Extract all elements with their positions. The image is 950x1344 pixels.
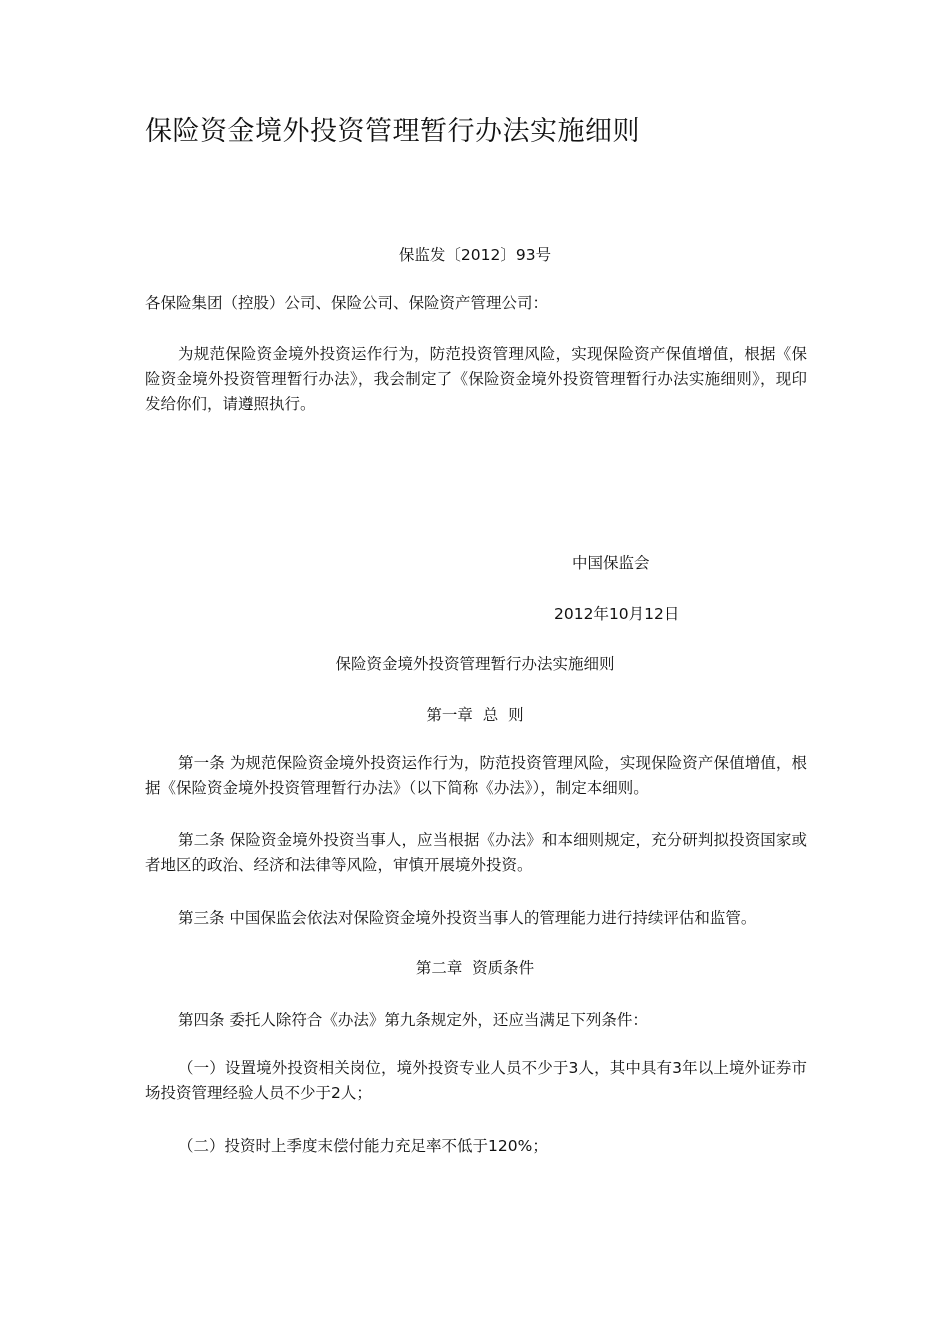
article-paragraph: 第一条 为规范保险资金境外投资运作行为，防范投资管理风险，实现保险资产保值增值，根据《保险资金境外投资管理暂行办法》（以下简称《办法》），制定本细则。 xyxy=(145,754,807,797)
chapter-heading: 第一章 总 则 xyxy=(426,706,524,724)
document-title: 保险资金境外投资管理暂行办法实施细则 xyxy=(145,116,640,147)
document-subtitle: 保险资金境外投资管理暂行办法实施细则 xyxy=(335,655,615,673)
document-number: 保监发〔2012〕93号 xyxy=(398,246,552,264)
article-paragraph: 第四条 委托人除符合《办法》第九条规定外，还应当满足下列条件： xyxy=(178,1011,648,1029)
article-paragraph: 第三条 中国保监会依法对保险资金境外投资当事人的管理能力进行持续评估和监管。 xyxy=(178,909,757,927)
article-paragraph: 第二条 保险资金境外投资当事人，应当根据《办法》和本细则规定，充分研判拟投资国家或者地区的政治、经济和法律等风险，审慎开展境外投资。 xyxy=(145,831,807,874)
chapter-heading: 第二章 资质条件 xyxy=(415,959,535,977)
issuer: 中国保监会 xyxy=(572,554,650,572)
issue-date: 2012年10月12日 xyxy=(554,605,680,623)
intro-paragraph: 为规范保险资金境外投资运作行为，防范投资管理风险，实现保险资产保值增值，根据《保险资金境外投资管理暂行办法》，我会制定了《保险资金境外投资管理暂行办法实施细则》，现印发给你们，请遵照执行。 xyxy=(145,345,807,413)
addressee: 各保险集团（控股）公司、保险公司、保险资产管理公司： xyxy=(145,294,549,312)
list-item: （一）设置境外投资相关岗位，境外投资专业人员不少于3人，其中具有3年以上境外证券市场投资管理经验人员不少于2人； xyxy=(145,1059,807,1102)
list-item: （二）投资时上季度末偿付能力充足率不低于120%； xyxy=(178,1137,548,1155)
